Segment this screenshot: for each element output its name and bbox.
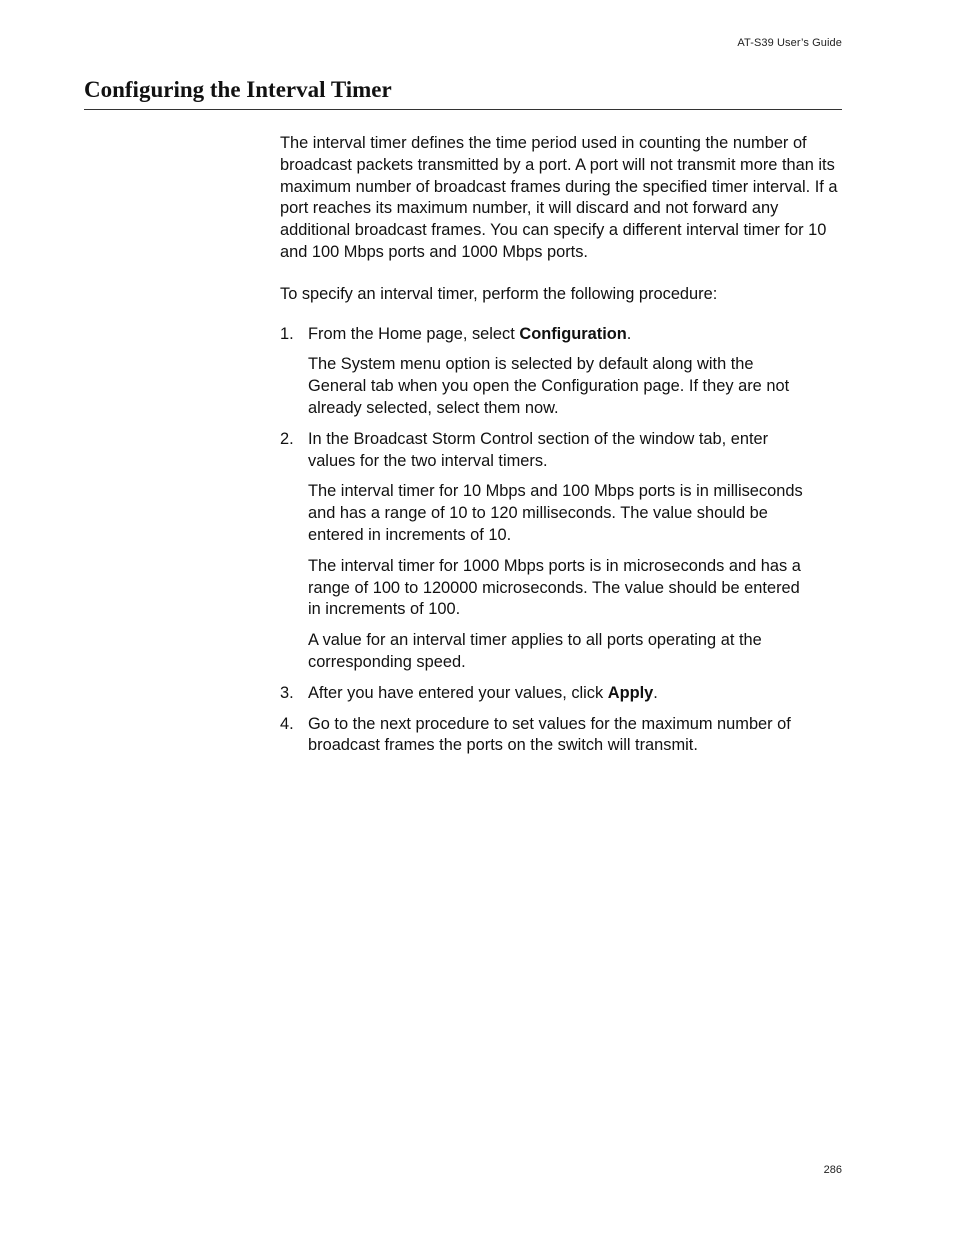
page-number: 286 [823, 1164, 842, 1176]
step-text-after: . [626, 324, 632, 343]
step-number: 1. [280, 324, 294, 343]
step-text: In the Broadcast Storm Control section of the window tab, enter values for the two interval timers. [308, 429, 769, 470]
step-text-before: From the Home page, select [308, 324, 520, 343]
step-number: 2. [280, 429, 294, 448]
body-text [280, 133, 842, 766]
running-header: AT-S39 User’s Guide [737, 37, 842, 49]
step-text: Go to the next procedure to set values for the maximum number of broadcast frames the ports on the switch will transmit. [308, 714, 791, 755]
step-1 [280, 324, 842, 420]
step-text [308, 324, 842, 346]
section-title: Configuring the Interval Timer [84, 77, 392, 102]
step-2 [280, 429, 842, 674]
step-note: A value for an interval timer applies to all ports operating at the corresponding speed. [308, 631, 762, 671]
title-rule [84, 109, 842, 110]
step-note: The interval timer for 1000 Mbps ports is in microseconds and has a range of 100 to 120000 microseconds. The value should be entered in increments of 100. [308, 556, 801, 619]
procedure-steps [280, 324, 842, 758]
step-note: The interval timer for 10 Mbps and 100 Mbps ports is in milliseconds and has a range of 10 to 120 milliseconds. The value should be entered in increments of 10. [308, 482, 803, 544]
apply-button-ref: Apply [607, 683, 654, 702]
step-4 [280, 714, 842, 758]
configuration-menu-ref: Configuration [519, 324, 627, 343]
step-text-after: . [653, 683, 658, 702]
step-number: 3. [280, 683, 294, 702]
step-text [308, 683, 842, 705]
step-text-before: After you have entered your values, click [308, 683, 608, 702]
procedure-lead: To specify an interval timer, perform the following procedure: [280, 284, 718, 303]
step-note: The System menu option is selected by default along with the General tab when you open the Configuration page. If they are not already selected, select them now. [308, 355, 790, 417]
step-number: 4. [280, 714, 294, 733]
intro-paragraph: The interval timer defines the time period used in counting the number of broadcast packets transmitted by a port. A port will not transmit more than its maximum number of broadcast frames during the specified timer interval. If a port reaches its maximum number, it will discard and not forward any additional broadcast frames. You can specify a different interval timer for 10 and 100 Mbps ports and 1000 Mbps ports. [280, 134, 838, 261]
step-3 [280, 683, 842, 705]
